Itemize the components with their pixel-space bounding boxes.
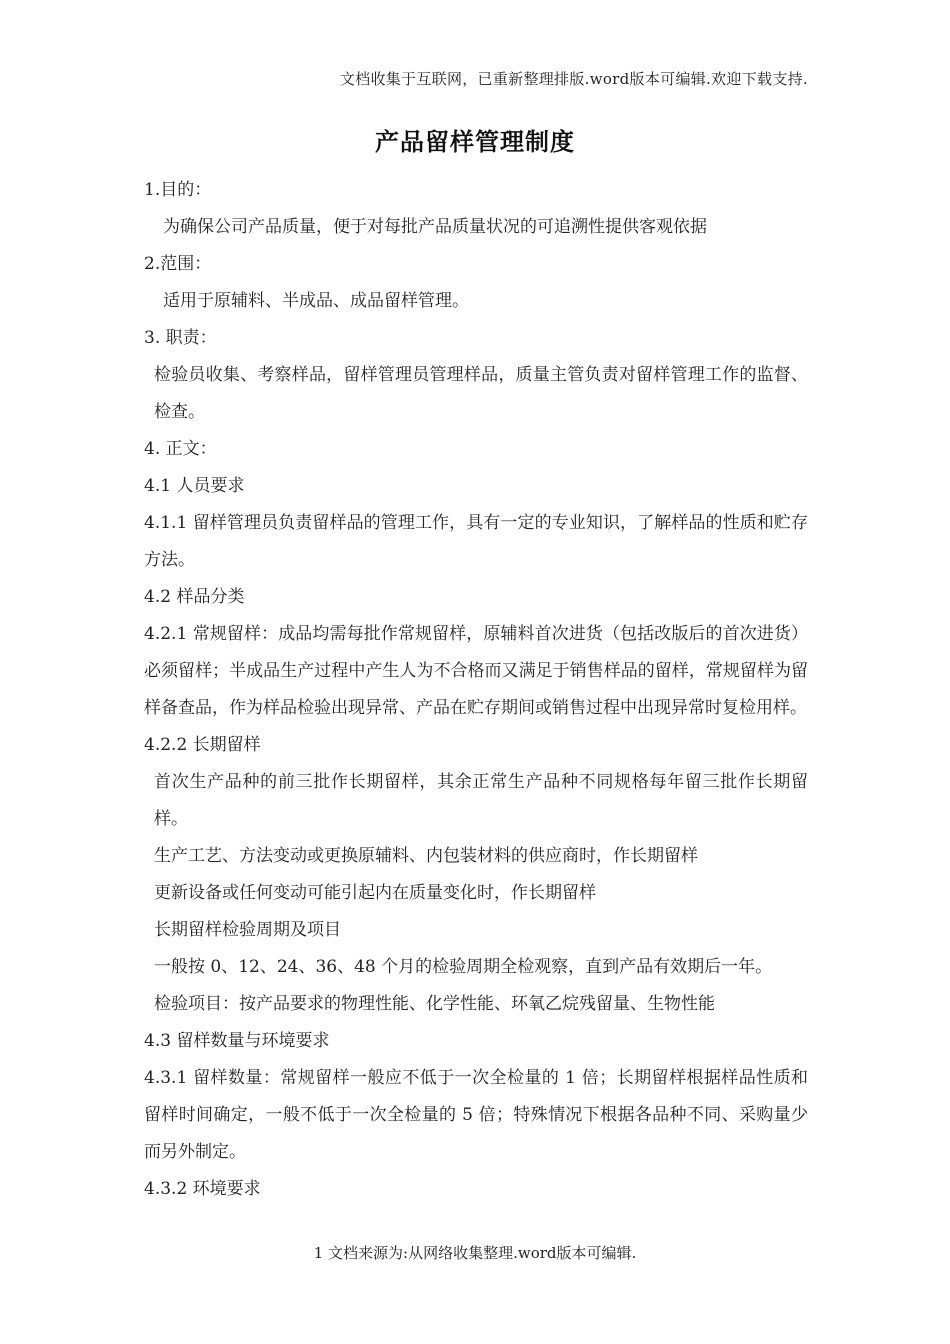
section-4-1-1-text: 4.1.1 留样管理员负责留样品的管理工作，具有一定的专业知识，了解样品的性质和贮存方法。 xyxy=(144,513,808,570)
section-4-2-2-paragraph-3: 更新设备或任何变动可能引起内在质量变化时，作长期留样 xyxy=(154,883,596,903)
section-1-text: 为确保公司产品质量，便于对每批产品质量状况的可追溯性提供客观依据 xyxy=(163,217,707,237)
section-2-text: 适用于原辅料、半成品、成品留样管理。 xyxy=(163,291,469,311)
section-4-heading: 4. 正文： xyxy=(144,439,217,459)
section-3-text: 检验员收集、考察样品，留样管理员管理样品，质量主管负责对留样管理工作的监督、检查。 xyxy=(154,365,808,422)
section-4-3-2-heading: 4.3.2 环境要求 xyxy=(144,1179,261,1199)
document-title: 产品留样管理制度 xyxy=(375,127,575,156)
section-2-heading: 2.范围： xyxy=(144,254,212,274)
section-4-2-1-text: 4.2.1 常规留样：成品均需每批作常规留样，原辅料首次进货（包括改版后的首次进货）必须留样；半成品生产过程中产生人为不合格而又满足于销售样品的留样，常规留样为留样备查品，作为样品检验出现异常、产品在贮存期间或销售过程中出现异常时复检用样。 xyxy=(144,624,808,718)
section-4-3-heading: 4.3 留样数量与环境要求 xyxy=(144,1031,330,1051)
header-note: 文档收集于互联网，已重新整理排版.word版本可编辑.欢迎下载支持. xyxy=(339,70,808,88)
section-4-2-2-paragraph-4: 长期留样检验周期及项目 xyxy=(154,920,341,940)
section-1-heading: 1.目的： xyxy=(144,180,212,200)
document-body xyxy=(144,172,808,1208)
section-4-2-2-heading: 4.2.2 长期留样 xyxy=(144,735,261,755)
footer-note: 1 文档来源为:从网络收集整理.word版本可编辑. xyxy=(313,1244,637,1262)
section-4-2-2-paragraph-1: 首次生产品种的前三批作长期留样，其余正常生产品种不同规格每年留三批作长期留样。 xyxy=(154,772,808,829)
section-4-2-2-paragraph-2: 生产工艺、方法变动或更换原辅料、内包装材料的供应商时，作长期留样 xyxy=(154,846,698,866)
section-4-1-heading: 4.1 人员要求 xyxy=(144,476,245,496)
section-4-2-heading: 4.2 样品分类 xyxy=(144,587,245,607)
section-4-2-2-paragraph-5: 一般按 0、12、24、36、48 个月的检验周期全检观察，直到产品有效期后一年。 xyxy=(154,957,773,977)
section-3-heading: 3. 职责： xyxy=(144,328,217,348)
section-4-3-1-text: 4.3.1 留样数量：常规留样一般应不低于一次全检量的 1 倍；长期留样根据样品性质和留样时间确定，一般不低于一次全检量的 5 倍；特殊情况下根据各品种不同、采购量少而另外制定。 xyxy=(144,1068,808,1162)
section-4-2-2-paragraph-6: 检验项目：按产品要求的物理性能、化学性能、环氧乙烷残留量、生物性能 xyxy=(154,994,715,1014)
